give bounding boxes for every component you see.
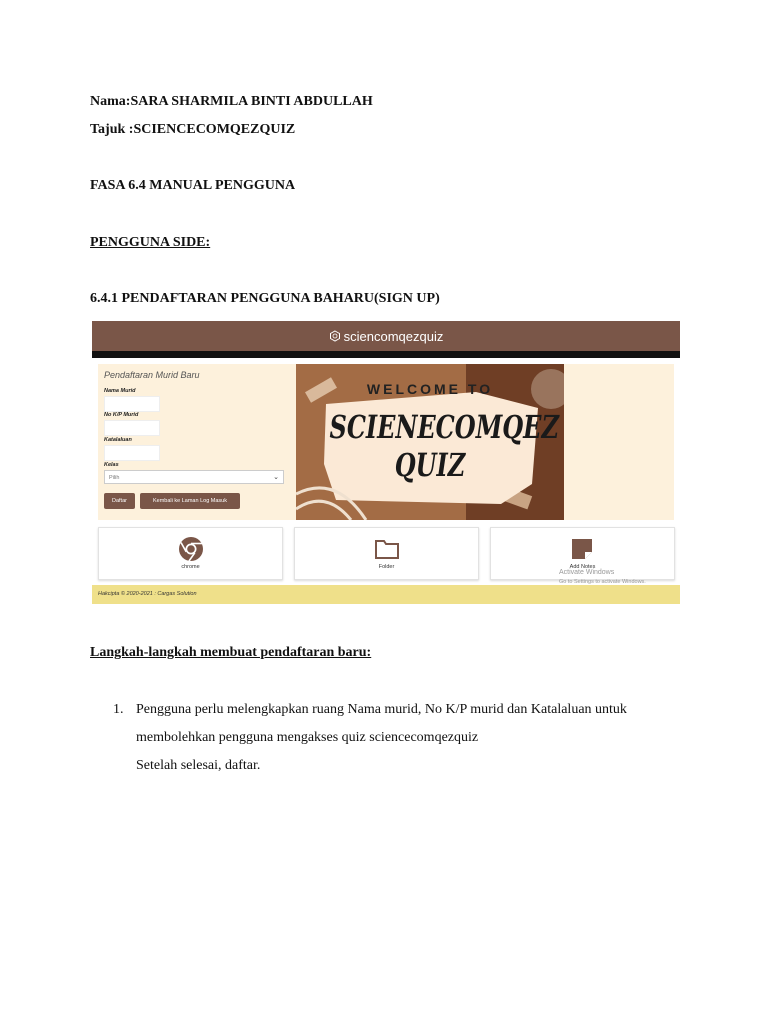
step-text-line3: Setelah selesai, daftar. [136,758,261,773]
daftar-button[interactable]: Daftar [104,493,135,509]
steps-heading: Langkah-langkah membuat pendaftaran baru: [90,645,372,660]
chrome-card[interactable] [98,527,283,580]
signup-screenshot [92,321,680,604]
nav-strip [92,351,680,358]
kelas-select[interactable] [104,470,284,484]
katalaluan-input[interactable] [104,445,160,461]
title-value: SCIENCECOMQEZQUIZ [133,122,296,137]
kp-murid-label: No K/P Murid [104,412,139,418]
nama-murid-label: Nama Murid [104,388,136,394]
nama-murid-input[interactable] [104,396,160,412]
phase-heading: FASA 6.4 MANUAL PENGGUNA [90,178,296,193]
activate-windows-watermark: Activate Windows [559,569,615,576]
chevron-down-icon: ⌄ [273,474,279,481]
folder-icon [374,538,400,560]
user-side-heading: PENGGUNA SIDE: [90,235,211,250]
app-logo-icon [329,330,341,342]
chrome-label: chrome [181,564,200,570]
banner-welcome-text: WELCOME TO [366,381,494,397]
activate-windows-hint: Go to Settings to activate Windows. [559,579,646,585]
name-label: Nama: [90,94,131,109]
name-value: SARA SHARMILA BINTI ABDULLAH [130,94,373,109]
kelas-label: Kelas [104,462,119,468]
banner-title-line1: SCIENECOMQEZ [329,408,559,446]
folder-card[interactable] [294,527,479,580]
section-heading: 6.4.1 PENDAFTARAN PENGGUNA BAHARU(SIGN UP) [90,291,440,306]
kp-murid-input[interactable] [104,420,160,436]
app-title: sciencomqezquiz [343,328,444,344]
step-text-line2: membolehkan pengguna mengakses quiz sciencecomqezquiz [136,730,479,745]
chrome-icon [178,536,204,562]
student-name-line [90,94,373,110]
title-label: Tajuk : [90,122,134,137]
welcome-banner [296,364,564,520]
title-line [90,122,295,138]
step-number: 1. [113,702,124,717]
folder-label: Folder [378,564,395,570]
add-notes-label: Add Notes [569,564,596,570]
footer-copyright: Hakcipta © 2020-2021 : Cargas Solution [98,591,197,597]
back-to-login-button[interactable]: Kembali ke Laman Log Masuk [140,493,240,509]
katalaluan-label: Katalaluan [104,437,132,443]
banner-title-line2: QUIZ [394,446,466,484]
footer-bar [92,585,680,604]
note-icon [570,537,594,561]
form-title: Pendaftaran Murid Baru [104,370,200,380]
step-text-line1: Pengguna perlu melengkapkan ruang Nama murid, No K/P murid dan Katalaluan untuk [136,702,627,717]
kelas-selected: Pilih [109,475,120,481]
app-header [92,321,680,351]
